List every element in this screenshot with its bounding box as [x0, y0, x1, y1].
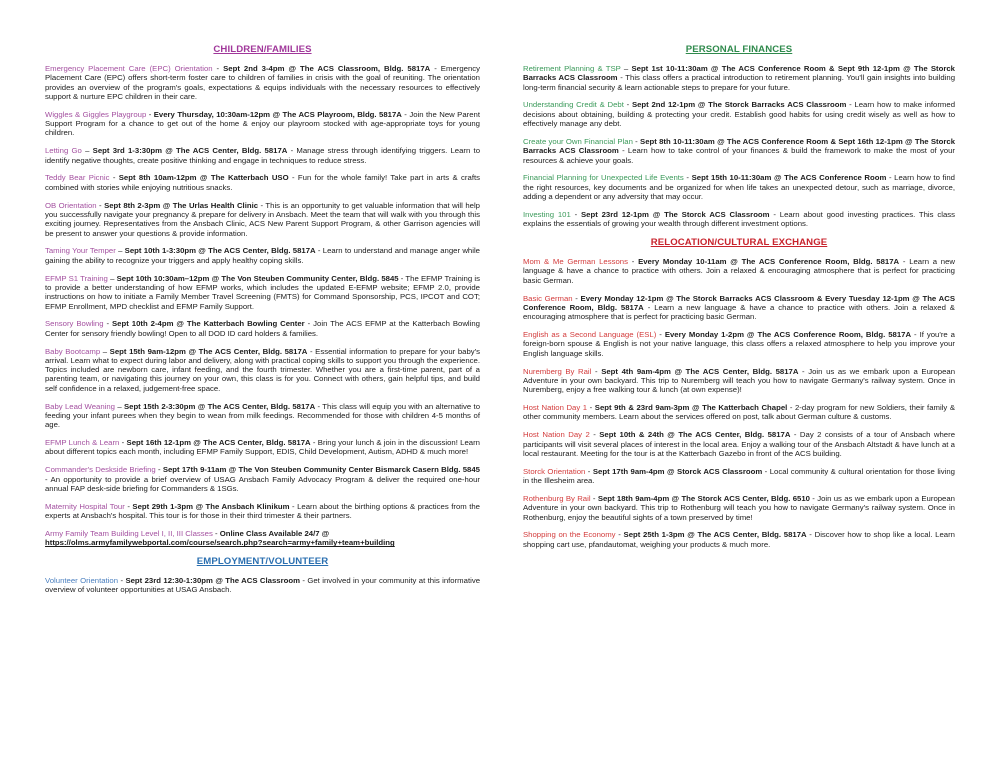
event-item — [45, 502, 480, 521]
event-item — [45, 274, 480, 311]
event-item — [45, 110, 480, 138]
event-title: Taming Your Temper — [45, 246, 116, 256]
event-title: Letting Go — [45, 146, 82, 156]
event-separator: - — [589, 430, 600, 440]
event-schedule: Sept 8th 2-3pm @ The Urlas Health Clinic — [104, 200, 259, 210]
event-item — [45, 402, 480, 430]
event-title: Army Family Team Building Level I, II, III Classes — [45, 529, 213, 538]
event-separator: - — [683, 173, 692, 183]
event-item — [523, 403, 955, 422]
event-description: - Essential information to prepare for your baby's arrival. Learn what to expect during labor and delivery, along with practical coping skills to support you through the experience. Topics included are newborn care, infant feeding, and the fourth trimester. Whether you are a first-time parent, part of a parenting team, or navigating this journey on your own, this class is for you. Connect with others, gain helpful tips, and build self confidence in a relaxed, judgement-free space. — [45, 346, 480, 393]
event-item — [523, 530, 955, 549]
event-description: - Join The ACS EFMP at the Katterbach Bowling Center for sensory friendly bowling! Open to all DOD ID card holders & families. — [45, 319, 480, 338]
event-schedule: Sept 10th & 24th @ The ACS Center, Bldg. 5817A — [599, 430, 791, 440]
event-item — [45, 173, 480, 192]
event-description: - Local community & cultural orientation for those living in the Illesheim area. — [523, 466, 955, 486]
event-description: - Learn to understand and manage anger while gaining the ability to recognize your triggers and apply healthy coping skills. — [45, 246, 480, 265]
event-title: Rothenburg By Rail — [523, 493, 591, 503]
event-schedule: Sept 9th & 23rd 9am-3pm @ The Katterbach Chapel — [594, 403, 788, 413]
event-description: - Get involved in your community at this informative overview of volunteer opportunities at USAG Ansbach. — [45, 576, 481, 595]
event-title: Financial Planning for Unexpected Life Events — [523, 173, 684, 183]
section-employment-volunteer — [45, 556, 480, 595]
event-separator: - — [572, 293, 581, 303]
event-title: Baby Lead Weaning — [45, 401, 115, 411]
event-separator: - — [119, 438, 127, 448]
event-separator: - — [570, 209, 581, 219]
right-column — [523, 44, 955, 558]
event-title: Wiggles & Giggles Playgroup — [45, 109, 147, 119]
event-separator: - — [103, 319, 113, 329]
event-schedule: Sept 8th 10-11:30am @ The ACS Conference Room & Sept 16th 12-1pm @ The Storck Barracks ACS Classroom — [523, 136, 956, 156]
event-separator: - — [118, 576, 126, 586]
event-item — [523, 64, 955, 92]
section-children-families — [45, 44, 480, 548]
event-separator: - — [587, 403, 595, 413]
event-separator: – — [620, 64, 632, 73]
event-description: - Bring your lunch & join in the discussion! Learn about different topics each month, including EFMP Family Support, EDIS, Child Development, Autism, ADHD & much more! — [45, 438, 480, 457]
event-schedule: Every Thursday, 10:30am-12pm @ The ACS Playroom, Bldg. 5817A — [153, 109, 402, 119]
event-description: - Learn a new language & have a chance to practice with others. Join a relaxed & encouraging atmosphere that is perfect for practicing basic German. — [523, 257, 956, 285]
event-separator: - — [591, 366, 602, 376]
finances-event-list — [523, 64, 955, 229]
event-item — [523, 294, 955, 322]
event-item — [523, 173, 955, 201]
event-description: - The EFMP Training is to provide a better understanding of how EFMP works, which includes the updated E-EFMP website; EFMP 2.0, provide instructions on how to initiate a Family Member Travel Screening (FMTS) for Command Sponsorship, PCS, IPCOT and COT; EFMP Enrollment, MPD checklist and EFMP Family Support. — [45, 273, 480, 311]
event-item — [45, 529, 480, 548]
event-schedule: Sept 23rd 12-1pm @ The Storck ACS Classroom — [580, 209, 770, 219]
section-heading-employment: EMPLOYMENT/VOLUNTEER — [196, 556, 329, 568]
event-title: Mom & Me German Lessons — [523, 257, 628, 267]
children-event-list — [45, 64, 480, 548]
relocation-event-list — [523, 257, 955, 549]
event-link[interactable]: https://olms.armyfamilywebportal.com/course/search.php?search=army+family+team+building — [45, 538, 395, 548]
event-separator: - — [615, 530, 624, 540]
event-title: Host Nation Day 1 — [523, 403, 588, 413]
event-schedule: Sept 18th 9am-4pm @ The Storck ACS Center, Bldg. 6510 — [597, 493, 810, 503]
event-separator: - — [146, 109, 154, 119]
event-schedule: Sept 15th 9am-12pm @ The ACS Center, Bldg. 5817A — [109, 346, 308, 356]
event-title: Commander's Deskside Briefing — [45, 465, 156, 475]
event-title: Teddy Bear Picnic — [45, 173, 110, 183]
event-description: - An opportunity to provide a brief overview of USAG Ansbach Family Advocacy Program & deliver the required one-hour annual FAP desk-side briefing for Commanders & 1SGs. — [45, 474, 480, 493]
event-schedule: Sept 1st 10-11:30am @ The ACS Conference Room & Sept 9th 12-1pm @ The Storck Barracks ACS Classroom — [523, 64, 955, 83]
event-separator: – — [115, 246, 125, 256]
event-description: - Emergency Placement Care (EPC) offers short-term foster care to children of families in crisis with the goal of reuniting. The orientation provides an overview of the program's goals, expectations & equips individuals with the necessary resources to effectively support & nurture EPC children in their care. — [45, 64, 480, 101]
event-description: - This class offers a practical introduction to retirement planning. You'll gain insights into building long-term financial security & learn actionable steps to prepare for your future. — [523, 73, 956, 92]
event-schedule: Sept 16th 12-1pm @ The ACS Center, Bldg. 5817A — [126, 438, 311, 448]
event-item — [45, 319, 480, 338]
event-item — [523, 100, 955, 128]
event-schedule: Every Monday 12-1pm @ The Storck Barracks ACS Classroom & Every Tuesday 12-1pm @ The ACS Conference Room, Bldg. 5817A — [523, 293, 955, 312]
event-description: - Join us as we embark upon a European Adventure in your own backyard. This trip to Nuremberg will teach you how to navigate Germany's railway system. Once in Nuremberg, enjoy a free walking tour & lunch (at own expense)! — [523, 366, 956, 395]
event-title: Maternity Hospital Tour — [45, 501, 125, 511]
event-title: Storck Orientation — [523, 466, 586, 476]
event-schedule: Sept 8th 10am-12pm @ The Katterbach USO — [118, 173, 289, 183]
event-item — [45, 146, 480, 165]
section-relocation-cultural — [523, 237, 955, 549]
event-schedule: Sept 10th 2-4pm @ The Katterbach Bowling Center — [112, 319, 305, 329]
event-description: - If you're a foreign-born spouse & English is not your native language, this class offers a relaxed atmosphere to help you improve your English language skills. — [523, 330, 955, 358]
event-title: OB Orientation — [45, 200, 97, 210]
event-schedule: Sept 17th 9-11am @ The Von Steuben Community Center Bismarck Casern Bldg. 5845 — [162, 465, 480, 475]
section-heading-children: CHILDREN/FAMILIES — [213, 44, 312, 55]
event-schedule: Sept 2nd 3-4pm @ The ACS Classroom, Bldg. 5817A — [223, 64, 431, 73]
event-separator: - — [155, 465, 163, 475]
event-separator: - — [109, 173, 119, 183]
event-title: Volunteer Orientation — [45, 576, 119, 586]
event-description: - This is an opportunity to get valuable information that will help you successfully navigate your pregnancy & prepare for delivery in Ansbach. Meet the team that will walk with you through this exciting journey. Representatives from the Ansbach Clinic, ACS New Parent Support Program, & other Garrison agencies will be present to answer your questions & provide information. — [45, 200, 480, 238]
event-title: Basic German — [523, 293, 573, 303]
event-separator: - — [590, 493, 598, 503]
event-title: Baby Bootcamp — [45, 346, 101, 356]
event-separator: - — [96, 200, 105, 210]
event-title: Create your Own Financial Plan — [523, 136, 633, 146]
event-item — [45, 64, 480, 101]
event-separator: – — [107, 273, 117, 283]
event-schedule: Sept 3rd 1-3:30pm @ The ACS Center, Bldg. 5817A — [92, 146, 288, 156]
event-separator: - — [628, 257, 639, 267]
section-personal-finances — [523, 44, 955, 229]
event-schedule: Sept 29th 1-3pm @ The Ansbach Klinikum — [132, 501, 290, 511]
event-title: Investing 101 — [523, 209, 571, 219]
event-title: EFMP Lunch & Learn — [45, 438, 120, 448]
event-separator: - — [124, 501, 133, 511]
event-schedule: Sept 4th 9am-4pm @ The ACS Center, Bldg. 5817A — [601, 366, 799, 376]
event-item — [523, 430, 955, 458]
event-separator: - — [212, 64, 224, 73]
event-schedule: Online Class Available 24/7 @ — [219, 529, 330, 538]
event-item — [523, 467, 955, 486]
event-item — [523, 210, 955, 229]
event-item — [523, 367, 955, 395]
event-item — [45, 347, 480, 393]
event-item — [45, 576, 480, 595]
event-description: - Learn a new language & have a chance to practice with others. Join a relaxed & encouraging atmosphere that is perfect for practicing basic German. — [523, 302, 955, 322]
event-separator: - — [585, 466, 593, 476]
event-item — [523, 330, 955, 358]
event-title: Understanding Credit & Debt — [523, 100, 624, 110]
event-schedule: Sept 10th 10:30am–12pm @ The Von Steuben Community Center, Bldg. 5845 — [116, 273, 399, 283]
event-schedule: Sept 15th 10-11:30am @ The ACS Conference Room — [691, 173, 887, 183]
event-description: - Fun for the whole family! Take part in arts & crafts combined with stories while enjoying nutritious snacks. — [45, 173, 481, 192]
event-description: - 2-day program for new Soldiers, their family & other community members. Learn about the services offered on post, talk about German culture & customs. — [523, 403, 956, 422]
event-item — [523, 257, 955, 285]
event-schedule: Every Monday 10-11am @ The ACS Conference Room, Bldg. 5817A — [638, 257, 900, 267]
event-item — [523, 494, 955, 522]
event-title: Emergency Placement Care (EPC) Orientation — [45, 64, 213, 73]
event-description: - Join the New Parent Support Program for a chance to get out of the home & enjoy our playroom stocked with age-appropriate toys for young children. — [45, 109, 481, 138]
event-title: Retirement Planning & TSP — [523, 64, 621, 73]
event-description: - This class will equip you with an alternative to feeding your infant purees when they begin to wean from milk feedings. Recommended for those with children 4-5 months of age. — [45, 401, 480, 430]
section-heading-relocation: RELOCATION/CULTURAL EXCHANGE — [650, 237, 828, 249]
event-description: - Day 2 consists of a tour of Ansbach where participants will visit several places of interest in the local area. Enjoy a walking tour of the Ansbach Altstadt & have lunch at a local restaurant. Meeting for the tour is at the Katterbach Gazebo in front of the ACS building. — [523, 430, 955, 458]
event-description: - Manage stress through identifying triggers. Learn to identify negative thoughts, create positive thinking and engage in techniques to reduce stress. — [45, 146, 481, 165]
employment-event-list — [45, 576, 480, 595]
event-separator: - — [623, 100, 632, 110]
event-separator: – — [115, 401, 124, 411]
event-item — [45, 438, 480, 457]
event-description: - Join us as we embark upon a European Adventure in your own backyard. This trip to Rothenburg will teach you how to navigate Germany's railway system. Once in Rothenburg, enjoy the beautiful sights of a town preserved by time! — [523, 493, 955, 522]
event-description: - Learn how to find the right resources, key documents and be organized for when life takes an unexpected detour, such as marriage, divorce, adding a dependent or any adversity that may occur. — [523, 173, 955, 202]
event-title: EFMP S1 Training — [45, 273, 108, 283]
event-separator: - — [212, 529, 220, 538]
event-title: Nuremberg By Rail — [523, 366, 592, 376]
event-schedule: Sept 15th 2-3:30pm @ The ACS Center, Bldg. 5817A — [123, 401, 316, 411]
event-schedule: Sept 25th 1-3pm @ The ACS Center, Bldg. 5817A — [623, 530, 807, 540]
event-separator: – — [81, 146, 93, 156]
event-description: - Learn about good investing practices. This class explains the essentials of growing your wealth through different investment options. — [523, 209, 955, 229]
event-title: Host Nation Day 2 — [523, 430, 590, 440]
event-schedule: Sept 10th 1-3:30pm @ The ACS Center, Bldg. 5817A — [124, 246, 316, 256]
left-column — [45, 44, 480, 603]
event-description: - Learn how to make informed decisions about obtaining, building & protecting your credit. Establish good habits for using credit wisely as well as how to effectively manage any debt. — [523, 100, 956, 129]
event-item — [45, 246, 480, 265]
event-description: - Learn about the birthing options & practices from the experts at Ansbach's hospital. This tour is for those in their third trimester & their partners. — [45, 501, 480, 521]
event-schedule: Every Monday 1-2pm @ The ACS Conference Room, Bldg. 5817A — [664, 330, 912, 340]
event-title: Shopping on the Economy — [523, 530, 616, 540]
section-heading-finances: PERSONAL FINANCES — [685, 44, 793, 55]
event-title: Sensory Bowling — [45, 319, 104, 329]
event-title: English as a Second Language (ESL) — [523, 330, 657, 340]
event-item — [523, 137, 955, 165]
event-schedule: Sept 23rd 12:30-1:30pm @ The ACS Classroom — [125, 576, 300, 586]
event-separator: – — [100, 346, 110, 356]
event-item — [45, 201, 480, 238]
event-schedule: Sept 17th 9am-4pm @ Storck ACS Classroom — [592, 466, 763, 476]
event-separator: - — [632, 136, 641, 146]
event-item — [45, 465, 480, 493]
event-description: - Discover how to shop like a local. Learn shopping cart use, pfandautomat, weighing your products & much more. — [523, 530, 955, 549]
event-description: - Learn how to take control of your finances & build the framework to make the most of your resources & achieve your goals. — [523, 146, 955, 165]
event-separator: - — [656, 330, 665, 340]
event-schedule: Sept 2nd 12-1pm @ The Storck Barracks ACS Classroom — [631, 100, 847, 110]
